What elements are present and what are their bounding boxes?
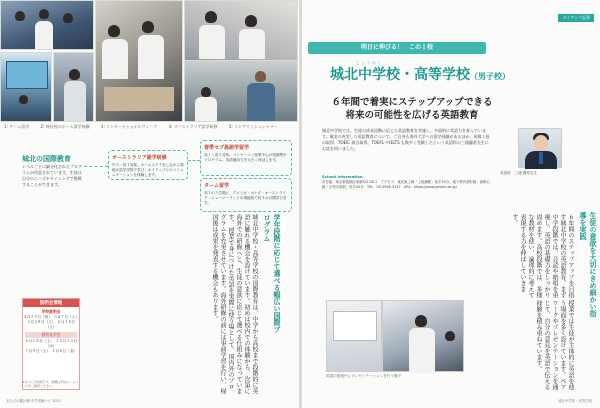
school-ruby: じょうほく [356, 61, 383, 65]
article-text: ６年間のステップアップを目指す城北中学校の英語教育。まず中学段階では、音読や暗唱を重視し、英語の基礎力をしっかり固めます。高校段階では、多様な教材を使い、論理的に考えて表現する力を伸ばしていきます。 [511, 214, 574, 298]
photo-student-presentation [382, 300, 464, 372]
program-box-term-study [200, 178, 292, 212]
catch-copy [312, 96, 512, 122]
teacher-portrait [518, 128, 562, 168]
article-text-2: 授業で身につけた英語を実際に使う場として、国内外のプログラムを充実させています。海外研修の前には事前学習を行い、帰国後は成果を発表する機会もあります。 [211, 214, 234, 394]
caption-5: 5: イングリッシュシャワー [228, 124, 278, 129]
school-info-heading: School information [322, 174, 363, 179]
article-body-right-lower [470, 300, 574, 392]
schedule-box [22, 298, 80, 390]
photo-group-discussion [95, 0, 183, 122]
program-box-text: 中３〜高１対象。ホームステイをしながら現地の語学学校で学び、ネイティブとのコミュニケーションを体験します。 [112, 163, 184, 177]
connector-line [84, 166, 108, 167]
school-info: 所在地：東京都板橋区東新町2-28-1 アクセス：東武東上線「上板橋駅」徒歩10分、地下鉄有楽町線・副都心線「小竹向原駅」徒歩20分 TEL：03-3956-3157 URL：https://www.johoku.ac.jp/ [322, 180, 490, 189]
schedule-row: ６月１８日（土） １２月１４日（水） [24, 339, 78, 348]
right-column-heading: 生徒の意欲を大切にきめ細かい指導を実践 [579, 212, 597, 317]
caption-3: 3: インターナショナルウィーク [100, 124, 158, 129]
program-box-text: 高１の３学期に、アメリカ・カナダ・オーストラリア・ニュージーランドの現地校で約３か月間学びます。 [204, 191, 287, 205]
photo-caption-right: 英語の授業中にプレゼンテーションを行う様子 [326, 374, 402, 378]
school-suffix: （男子校） [470, 72, 510, 81]
program-box-title: オーストラリア語学研修 [112, 155, 167, 161]
tieup-tag: タイアップ記事 [558, 14, 594, 22]
caption-2: 2: 伸長校のホーム留学体験 [40, 124, 90, 129]
connector-line [188, 160, 200, 161]
caption-4: 4: オーストラリア語学研修 [168, 124, 218, 129]
photo-captions [4, 124, 298, 130]
schedule-note: ※すべて予約制です。詳細は学校ホームページをご確認ください。 [22, 380, 79, 388]
schedule-sub2: 個別見学会 [25, 332, 77, 338]
photo-whiteboard [326, 300, 382, 372]
caption-1: 1: チーム留学 [4, 124, 30, 129]
program-box-title: ターム留学 [204, 183, 230, 189]
lead-text: 城北中学校では、生徒の成長段階に応じた英語教育を実施し、多面的に英語力を育んでいます。城北の充実した英語教育について、ご自身も海外大学への留学経験があるほか、英検１級の取得、TOEIC 満点取得、TOEFL やIELTS も数多く受験したという英語科の三浦優希先生にお話を伺いました。 [322, 128, 490, 151]
photo-english-shower [184, 60, 298, 122]
program-box-cebu [200, 140, 292, 176]
teacher-caption: 英語科 三浦 優希先生 [500, 171, 538, 175]
article-body-left [90, 214, 258, 394]
footer-left: まなびの羅針盤 中学受験ナビ 2022 [6, 399, 61, 403]
article-text: 城北中学校・高等学校の国際教育は、中学から高校まで段階的に英語に触れる機会を設けています。初めは校内での体験から、次第に海外での研修へと、生徒の意欲に応じて選べる仕組みになっています。 [227, 214, 258, 394]
photo-presentation-screen [0, 52, 52, 122]
photo-classroom-1 [0, 0, 94, 50]
school-name-text: 城北中学校・高等学校 [330, 67, 470, 83]
school-name [330, 64, 510, 84]
page-gutter [299, 0, 302, 408]
catch-line-2: 将来の可能性を広げる英語教育 [345, 110, 479, 121]
intl-program-desc: レベルごとに細分化されたプログラムが用意されています。生徒は自分のニーズやタイミングで挑戦することができます。 [22, 164, 82, 187]
program-box-title: 春季セブ島語学留学 [204, 145, 250, 151]
article-body-right [322, 214, 574, 298]
schedule-sub1: 学校説明会 [41, 309, 61, 314]
schedule-row: ４月２９日（祝） ５月７日（土） [23, 315, 79, 319]
program-box-text: 高１〜高２対象。マンツーマン授業中心の短期集中プログラム。英語運用力を大きく伸ばします。 [204, 153, 287, 162]
section-ribbon: 明日に伸びる！ この１校 [308, 42, 486, 54]
column-heading: 学年段階に応じて選べる幅広い国際プログラム [263, 214, 281, 333]
schedule-row: ７月９日（土） １月６日（金） [24, 349, 78, 353]
program-box-australia [108, 150, 188, 180]
footer-right: 城北中学校・高等学校 [558, 399, 592, 403]
schedule-row: ５月２８日（土） ６月１８日（土） [26, 320, 76, 329]
article-text-2: 授業では生徒が主体的に英語を使う場面を多く設けています。ペアワークやプレゼンテーションを通じて、自分の意見を英語で伝える経験を積み重ねています。 [535, 300, 574, 390]
photo-student-speaking [53, 52, 94, 122]
catch-line-1: ６年間で着実にステップアップできる [331, 97, 493, 108]
intl-program-title: 城北の国際教育 [22, 155, 71, 163]
schedule-header: 説明会情報 [23, 299, 79, 307]
